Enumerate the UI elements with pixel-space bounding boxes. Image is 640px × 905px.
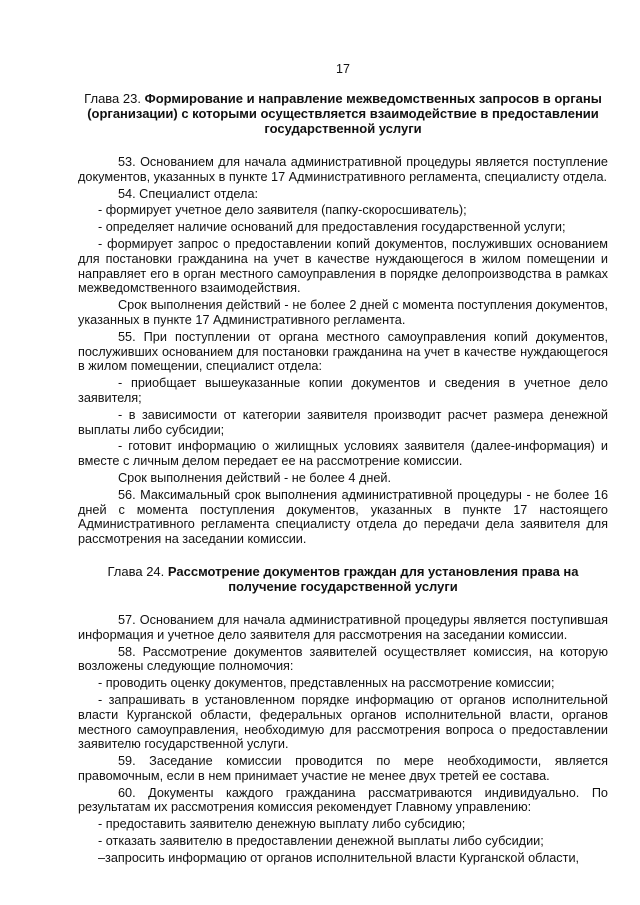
paragraph: Срок выполнения действий - не более 4 дней. (118, 470, 392, 485)
chapter-24-heading (78, 564, 608, 594)
list-item: –запросить информацию от органов исполнительной власти Курганской области, (98, 850, 580, 865)
section-23-body (78, 155, 608, 547)
paragraph: 55. При поступлении от органа местного самоуправления копий документов, послуживших основанием для постановки гражданина на учет в качестве нуждающегося в жилом помещении, специалист отдела: (78, 329, 608, 374)
list-item: - формирует учетное дело заявителя (папку-скоросшиватель); (98, 203, 467, 218)
list-item: - готовит информацию о жилищных условиях заявителя (далее-информация) и вместе с личным делом передает ее на рассмотрение комиссии. (78, 439, 608, 469)
list-item: - отказать заявителю в предоставлении денежной выплаты либо субсидии; (98, 834, 544, 849)
page-number: 17 (336, 62, 350, 76)
paragraph: 58. Рассмотрение документов заявителей осуществляет комиссия, на которую возложены следующие полномочия: (78, 644, 608, 674)
chapter-24-label: Глава 24. (107, 563, 165, 579)
chapter-23-label: Глава 23. (84, 91, 141, 106)
list-item: - формирует запрос о предоставлении копий документов, послуживших основанием для постановки гражданина на учет в качестве нуждающегося в жилом помещении и направляет его в орган местного самоуправления в порядке делопроизводства в рамках межведомственного взаимодействия. (78, 236, 608, 296)
chapter-23-heading (78, 91, 608, 136)
paragraph: 59. Заседание комиссии проводится по мере необходимости, является правомочным, если в нем принимает участие не менее двух третей ее состава. (78, 754, 608, 783)
chapter-23-title: Формирование и направление межведомственных запросов в органы (организации) с которыми осуществляется взаимодействие в предоставлении государственной услуги (87, 91, 602, 136)
list-item: - предоставить заявителю денежную выплату либо субсидию; (98, 817, 466, 832)
list-item: - запрашивать в установленном порядке информацию от органов исполнительной власти Курганской области, федеральных органов исполнительной власти, органов местного самоуправления, необходимую для рассмотрения вопроса о предоставлении заявителю государственной услуги. (78, 692, 608, 752)
paragraph: 56. Максимальный срок выполнения административной процедуры - не более 16 дней с момента поступления документов, указанных в пункте 17 настоящего Административного регламента специалисту отдела до передачи дела заявителя для рассмотрения на заседании комиссии. (78, 487, 608, 547)
list-item: - в зависимости от категории заявителя производит расчет размера денежной выплаты либо субсидии; (78, 407, 608, 437)
paragraph: 57. Основанием для начала административной процедуры является поступившая информация и учетное дело заявителя для рассмотрения на заседании комиссии. (78, 612, 608, 642)
list-item: - приобщает вышеуказанные копии документов и сведения в учетное дело заявителя; (78, 376, 608, 405)
paragraph: Срок выполнения действий - не более 2 дней с момента поступления документов, указанных в пункте 17 Административного регламента. (78, 298, 608, 327)
list-item: - определяет наличие оснований для предоставления государственной услуги; (98, 220, 566, 235)
paragraph: 54. Специалист отдела: (118, 186, 259, 201)
paragraph: 53. Основанием для начала административной процедуры является поступление документов, указанных в пункте 17 Административного регламента, специалисту отдела. (78, 155, 608, 184)
chapter-24-title: Рассмотрение документов граждан для установления права на получение государственной услуги (167, 563, 579, 594)
section-24-body (78, 613, 608, 866)
paragraph: 60. Документы каждого гражданина рассматриваются индивидуально. По результатам их рассмотрения комиссия рекомендует Главному управлению: (78, 785, 608, 815)
list-item: - проводить оценку документов, представленных на рассмотрение комиссии; (98, 676, 555, 691)
